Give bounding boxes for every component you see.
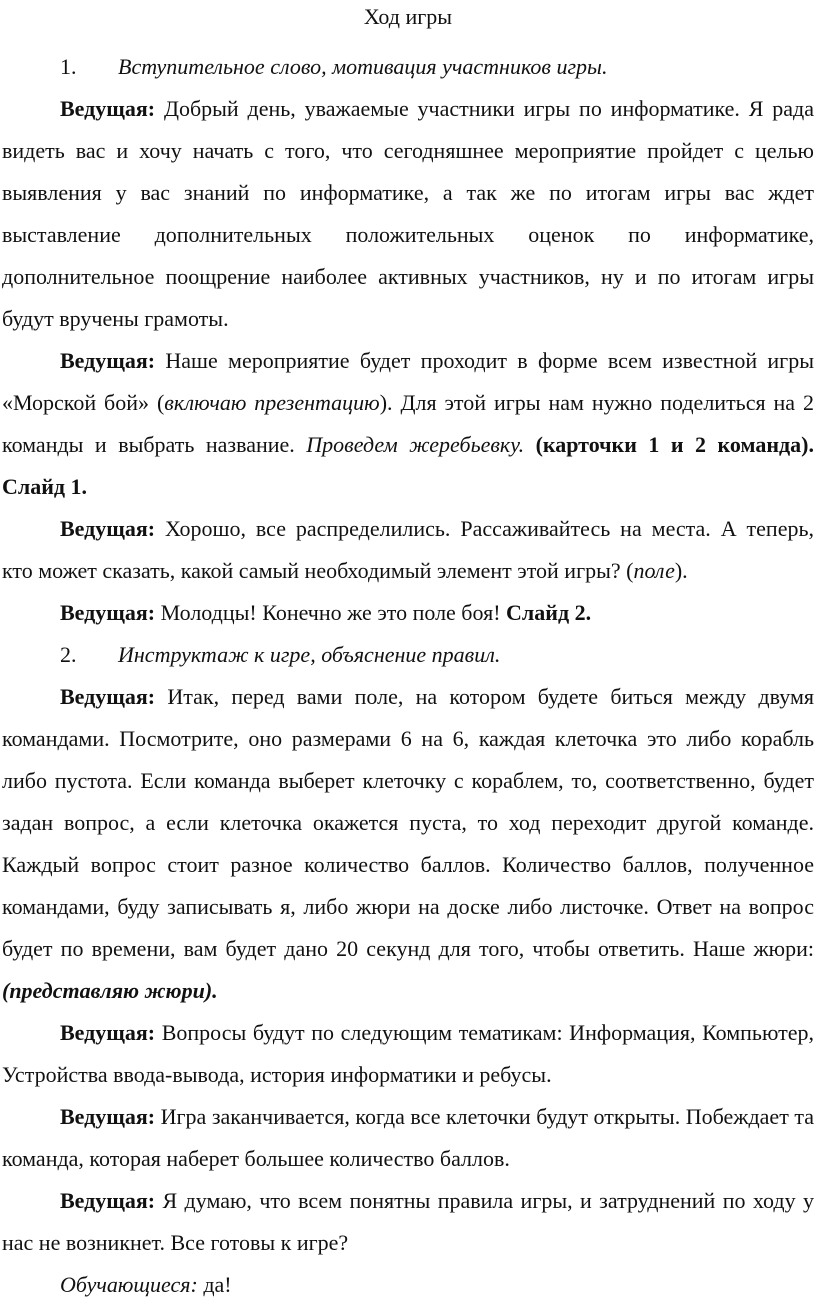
section-2-number: 2. <box>60 642 77 667</box>
section-2-title: Инструктаж к игре, объяснение правил. <box>118 642 501 667</box>
slide-note: Слайд 2. <box>506 600 592 625</box>
students-label: Обучающиеся: <box>60 1272 198 1297</box>
paragraph-text: да! <box>197 1272 232 1297</box>
paragraph-text: Молодцы! Конечно же это поле боя! <box>155 600 507 625</box>
speaker-label: Ведущая: <box>60 348 156 373</box>
paragraph-text: Итак, перед вами поле, на котором будете биться между двумя командами. Посмотрите, оно размерами 6 на 6, каждая клеточка это либо корабль либо пустота. Если команда выберет клеточку с кораблем, то, соответственно, будет задан вопрос, а если клеточка окажется пуста, то ход переходит другой команде. Каждый вопрос стоит разное количество баллов. Количество баллов, полученное командами, буду записывать я, либо жюри на доске либо листочке. Ответ на вопрос будет по времени, вам будет дано 20 секунд для того, чтобы ответить. Наше жюри: <box>2 684 814 961</box>
paragraph-text: ). Для этой игры нам нужно поделиться на 2 команды и выбрать название. <box>2 390 814 457</box>
speaker-label: Ведущая: <box>60 1104 156 1129</box>
speaker-label: Ведущая: <box>60 1020 156 1045</box>
paragraph-text: Наше мероприятие будет проходит в форме всем известной игры «Морской бой» ( <box>2 348 814 415</box>
paragraph-game-format <box>2 340 814 508</box>
speaker-label: Ведущая: <box>60 516 156 541</box>
paragraph-topics <box>2 1012 814 1096</box>
section-2-heading <box>2 634 814 676</box>
paragraph-battlefield <box>2 592 814 634</box>
paragraph-ready <box>2 1180 814 1264</box>
page-title: Ход игры <box>363 4 453 29</box>
section-1-number: 1. <box>60 54 77 79</box>
speaker-label: Ведущая: <box>60 684 156 709</box>
expected-answer: поле <box>633 558 675 583</box>
paragraph-text: ). <box>674 558 688 583</box>
paragraph-text: Вопросы будут по следующим тематикам: Информация, Компьютер, Устройства ввода-вывода, история информатики и ребусы. <box>2 1020 814 1087</box>
paragraph-rules <box>2 676 814 1012</box>
section-1-title: Вступительное слово, мотивация участников игры. <box>118 54 608 79</box>
speaker-label: Ведущая: <box>60 96 156 121</box>
stage-direction: включаю презентацию <box>164 390 380 415</box>
stage-direction: (представляю жюри). <box>2 978 218 1003</box>
stage-direction: Проведем жеребьевку. <box>306 432 525 457</box>
paragraph-text: Хорошо, все распределились. Рассаживайтесь на места. А теперь, кто может сказать, какой самый необходимый элемент этой игры? ( <box>2 516 814 583</box>
paragraph-text: Добрый день, уважаемые участники игры по информатике. Я рада видеть вас и хочу начать с того, что сегодняшнее мероприятие пройдет с целью выявления у вас знаний по информатике, а так же по итогам игры вас ждет выставление дополнительных положительных оценок по информатике, дополнительное поощрение наиболее активных участников, ну и по итогам игры будут вручены грамоты. <box>2 96 814 331</box>
slide-note: (карточки 1 и 2 команда). Слайд 1. <box>2 432 814 499</box>
paragraph-text: Я думаю, что всем понятны правила игры, и затруднений по ходу у нас не возникнет. Все готовы к игре? <box>2 1188 814 1255</box>
paragraph-greeting <box>2 88 814 340</box>
paragraph-game-end <box>2 1096 814 1180</box>
speaker-label: Ведущая: <box>60 600 156 625</box>
paragraph-seating <box>2 508 814 592</box>
speaker-label: Ведущая: <box>60 1188 156 1213</box>
paragraph-students-answer <box>2 1264 814 1306</box>
paragraph-text: Игра заканчивается, когда все клеточки будут открыты. Побеждает та команда, которая наберет большее количество баллов. <box>2 1104 814 1171</box>
section-1-heading <box>2 46 814 88</box>
